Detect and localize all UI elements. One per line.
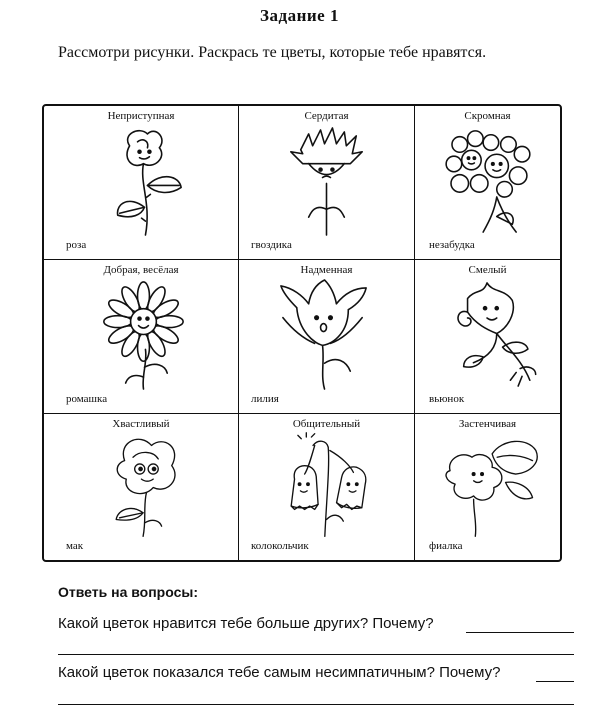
flower-cell-bindweed: [415, 260, 560, 414]
flower-trait: Общительный: [292, 418, 361, 430]
answer-line-2b[interactable]: [58, 704, 574, 705]
flower-trait: Застенчивая: [458, 418, 517, 430]
answer-line-1b[interactable]: [58, 654, 574, 655]
flower-name: колокольчик: [251, 540, 309, 552]
flower-name: лилия: [251, 393, 279, 405]
rose-icon: [44, 124, 238, 237]
instruction-text: Рассмотри рисунки. Раскрась те цветы, которые тебе нравятся.: [58, 44, 487, 61]
flower-name: роза: [66, 239, 87, 251]
flower-trait: Смелый: [468, 264, 507, 276]
flower-trait: Неприступная: [107, 110, 175, 122]
forget-me-not-icon: [415, 124, 560, 237]
flower-cell-rose: [44, 106, 239, 260]
question-2: Какой цветок показался тебе самым несимпатичным? Почему?: [58, 664, 501, 681]
flower-trait: Добрая, весёлая: [103, 264, 179, 276]
flower-name: незабудка: [429, 239, 475, 251]
poppy-icon: [44, 432, 238, 538]
flower-trait: Хвастливый: [112, 418, 170, 430]
answer-line-2a[interactable]: [536, 681, 574, 682]
bindweed-icon: [415, 278, 560, 391]
violet-icon: [415, 432, 560, 538]
flower-cell-chamomile: [44, 260, 239, 414]
flower-grid: [42, 104, 562, 562]
flower-trait: Сердитая: [304, 110, 349, 122]
flower-cell-bellflower: [239, 414, 415, 560]
bellflower-icon: [239, 432, 414, 538]
flower-cell-poppy: [44, 414, 239, 560]
flower-name: вьюнок: [429, 393, 465, 405]
flower-name: мак: [66, 540, 84, 552]
flower-cell-forget-me-not: [415, 106, 560, 260]
flower-trait: Скромная: [464, 110, 511, 122]
flower-cell-carnation: [239, 106, 415, 260]
flower-name: гвоздика: [251, 239, 292, 251]
lily-icon: [239, 278, 414, 391]
task-title: Задание 1: [260, 6, 339, 25]
flower-trait: Надменная: [300, 264, 353, 276]
flower-cell-violet: [415, 414, 560, 560]
flower-name: ромашка: [66, 393, 108, 405]
answer-line-1a[interactable]: [466, 632, 574, 633]
flower-cell-lily: [239, 260, 415, 414]
flower-name: фиалка: [429, 540, 463, 552]
chamomile-icon: [44, 278, 238, 391]
carnation-icon: [239, 124, 414, 237]
question-1: Какой цветок нравится тебе больше других? Почему?: [58, 615, 434, 632]
questions-heading: Ответь на вопросы:: [58, 584, 199, 600]
